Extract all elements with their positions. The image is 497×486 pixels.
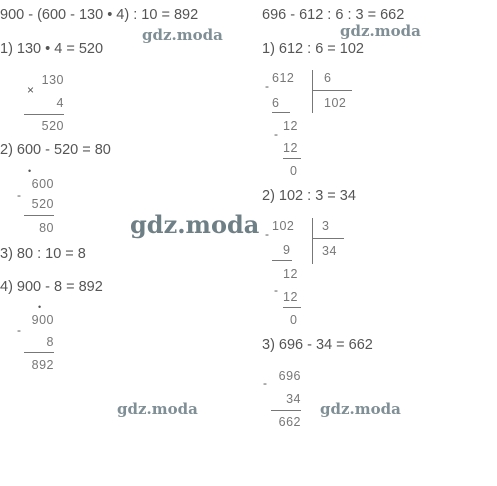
dividend: 102	[272, 219, 295, 233]
subtract-line	[272, 112, 290, 113]
division-bar	[312, 70, 313, 113]
divisor: 3	[322, 219, 330, 233]
minuend: 900	[31, 313, 54, 327]
right-step-1: 1) 612 : 6 = 102	[262, 41, 364, 57]
remainder: 12	[283, 267, 298, 281]
result-line	[24, 352, 54, 353]
multiply-sign: ×	[27, 83, 35, 97]
quotient-line	[312, 90, 352, 91]
partial-product: 12	[283, 141, 298, 155]
right-step-3: 3) 696 - 34 = 662	[262, 337, 373, 353]
watermark-logo: gdz.moda	[320, 400, 401, 418]
difference: 892	[31, 358, 54, 372]
left-step-1: 1) 130 • 4 = 520	[0, 41, 104, 57]
multiplicand: 130	[41, 73, 64, 87]
partial-product: 9	[283, 243, 291, 257]
product: 520	[41, 119, 64, 133]
right-main-expression: 696 - 612 : 6 : 3 = 662	[262, 7, 405, 23]
quotient: 34	[322, 244, 337, 258]
remainder: 12	[283, 119, 298, 133]
minus-sign: -	[17, 188, 21, 202]
minus-sign: -	[17, 323, 21, 337]
right-step-2: 2) 102 : 3 = 34	[262, 188, 356, 204]
minus-sign: -	[263, 376, 267, 390]
subtrahend: 520	[31, 197, 54, 211]
partial-product: 6	[272, 96, 280, 110]
subtrahend: 34	[286, 392, 301, 406]
minuend: 696	[278, 369, 301, 383]
subtract-line	[283, 307, 301, 308]
division-bar	[312, 218, 313, 264]
dividend: 612	[272, 71, 295, 85]
left-step-2: 2) 600 - 520 = 80	[0, 142, 111, 158]
minus-sign: -	[274, 283, 278, 297]
result-line	[271, 410, 301, 411]
result-line	[24, 215, 54, 216]
left-step-4: 4) 900 - 8 = 892	[0, 279, 103, 295]
difference: 662	[278, 415, 301, 429]
partial-product: 12	[283, 290, 298, 304]
final-remainder: 0	[290, 164, 298, 178]
minus-sign: -	[265, 227, 269, 241]
minuend: 600	[31, 177, 54, 191]
watermark-logo: gdz.moda	[142, 26, 223, 44]
result-line	[24, 114, 64, 115]
quotient-line	[312, 238, 344, 239]
difference: 80	[39, 221, 54, 235]
subtract-line	[272, 260, 292, 261]
borrow-dot: •	[28, 166, 32, 176]
multiplier: 4	[56, 96, 64, 110]
minus-sign: -	[274, 127, 278, 141]
left-main-expression: 900 - (600 - 130 • 4) : 10 = 892	[0, 7, 199, 23]
left-step-3: 3) 80 : 10 = 8	[0, 246, 86, 262]
watermark-logo: gdz.moda	[340, 22, 421, 40]
borrow-dot: •	[38, 302, 42, 312]
subtrahend: 8	[46, 335, 54, 349]
minus-sign: -	[265, 79, 269, 93]
watermark-logo: gdz.moda	[130, 210, 260, 239]
subtract-line	[283, 158, 301, 159]
final-remainder: 0	[290, 313, 298, 327]
watermark-logo: gdz.moda	[117, 400, 198, 418]
divisor: 6	[324, 71, 332, 85]
quotient: 102	[324, 96, 347, 110]
